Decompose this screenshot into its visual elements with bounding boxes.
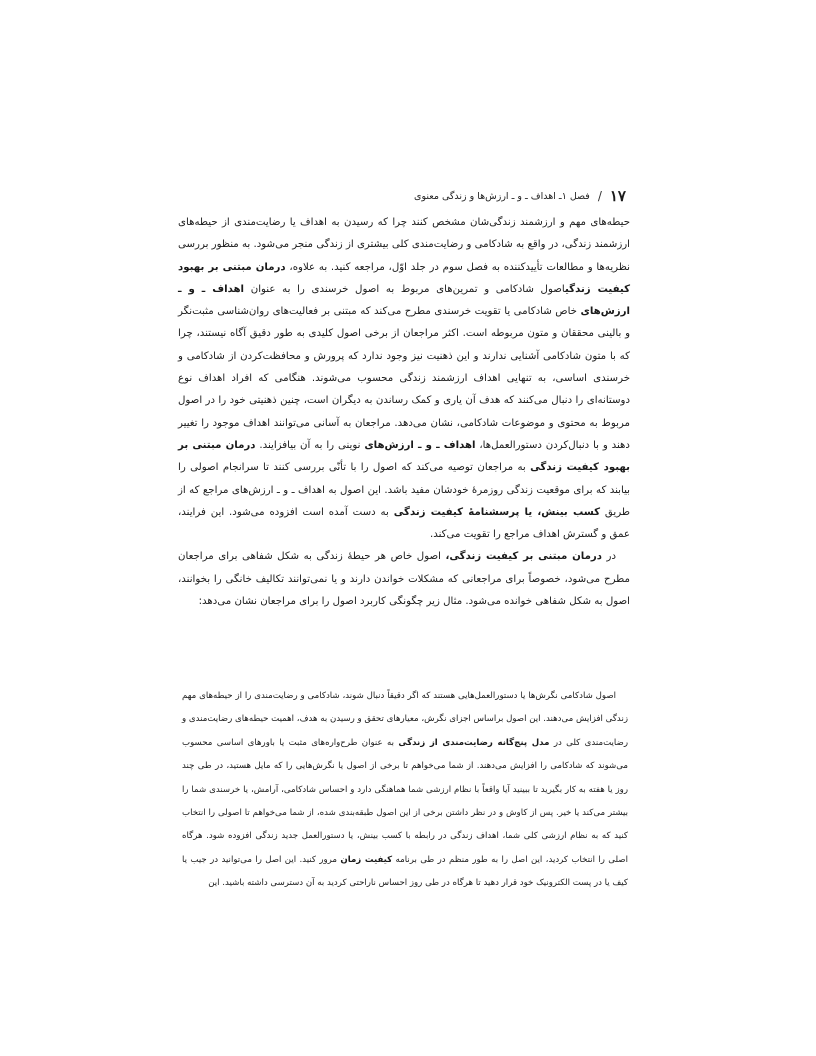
- quote-paragraph: [182, 685, 628, 896]
- header-separator: /: [597, 189, 602, 203]
- emphasis-term: درمان مبتنی بر بهبود کیفیت زندگی: [178, 261, 630, 295]
- emphasis-term: اهداف ـ و ـ ارزش‌های: [178, 283, 631, 318]
- emphasis-term: مدل پنج‌گانه رضایت‌مندی از زندگی: [398, 737, 550, 748]
- emphasis-term: کسب بینش، یا پرسشنامهٔ کیفیت زندگی: [393, 506, 601, 518]
- text-run: به دست آمده است افزوده می‌شود. این فرایند، عمق و گسترش اهداف مراجع را تقویت می‌کند.: [178, 506, 630, 541]
- page-number: ۱۷: [609, 187, 626, 205]
- paragraph-2: [178, 546, 630, 613]
- paragraph-1: [178, 212, 630, 546]
- text-run: حیطه‌های مهم و ارزشمند زندگی‌شان مشخص کنند چرا که رسیدن به اهداف یا رضایت‌مندی از حیطه‌های ارزشمند زندگی، در واقع به شادکامی و رضایت‌مندی کلی بیشتری از زندگی منجر می‌شود. به منظور بررسی نظریه‌ها و مطالعات تأییدکننده به فصل سوم در جلد اوّل، مراجعه کنید. به علاوه،: [178, 217, 630, 273]
- emphasis-term: اهداف ـ و ـ ارزش‌های: [364, 439, 476, 451]
- text-run: خاص شادکامی یا تقویت خرسندی مطرح می‌کند که مبتنی بر فعالیت‌های روان‌شناسی مثبت‌نگر و بالینی محققان و متون مربوطه است. اکثر مراجعان از برخی اصول کلیدی به طور دقیق آگاه نیستند، چرا که با متون شادکامی آشنایی ندارند و این ذهنیت نیز وجود ندارد که پرورش و محافظت‌کردن از شادکامی و خرسندی اساسی، به تنهایی اهداف ارزشمند زندگی محسوب می‌شوند. هنگامی که افراد اهداف نوع دوستانه‌ای را دنبال می‌کنند که هدف آن یاری و کمک رساندن به دیگران است، چنین ذهنیتی خود را در اصول مربوط به محتوی و موضوعات شادکامی، نشان می‌دهد. مراجعان به آسانی می‌توانند اهداف موجود را تغییر دهند و با دنبال‌کردن دستورالعمل‌ها،: [178, 306, 630, 451]
- text-run: اصول شادکامی نگرش‌ها یا دستورالعمل‌هایی هستند که اگر دقیقاً دنبال شوند، شادکامی و رضایت‌مندی را از حیطه‌های مهم زندگی افزایش می‌دهند. این اصول براساس اجزای نگرش، معیارهای تحقق و رسیدن به هدف، اهمیت حیطه‌های رضایت‌مندی و رضایت‌مندی کلی در: [182, 691, 628, 748]
- text-run: در: [606, 551, 616, 563]
- quoted-passage: [182, 685, 628, 896]
- main-text: [178, 212, 630, 613]
- text-run: اصول شادکامی و تمرین‌های مربوط به اصول خرسندی را به عنوان: [250, 283, 565, 295]
- text-run: نوینی را به آن بیافزایند.: [259, 439, 361, 451]
- emphasis-term: درمان مبتنی بر بهبود کیفیت زندگی: [178, 439, 630, 474]
- chapter-title: فصل ۱ـ اهداف ـ و ـ ارزش‌ها و زندگی معنوی: [414, 190, 590, 202]
- emphasis-term: کیفیت زمان: [340, 854, 393, 865]
- text-run: به مراجعان توصیه می‌کند که اصول را با تأنّی بررسی کنند تا سرانجام اصولی را بیابند که برای موقعیت زندگی روزمرهٔ خودشان مفید باشد. این اصول به اهداف ـ و ـ ارزش‌های مراجع که از طریق: [178, 462, 630, 518]
- text-run: مرور کنید. این اصل را می‌توانید در جیب یا کیف یا در پست الکترونیک خود قرار دهید تا هرگاه در طی روز احساس ناراحتی کردید به آن دسترسی داشته باشید. این: [182, 854, 628, 889]
- text-run: به عنوان طرح‌واره‌های مثبت یا باورهای اساسی محسوب می‌شوند که شادکامی را افزایش می‌دهند. از شما می‌خواهم تا برخی از اصول یا نگرش‌هایی را که مایل هستید، در طی چند روز یا هفته به کار بگیرید تا ببینید آیا واقعاً با نظام ارزشی شما هماهنگی دارد و احساس شادکامی، آرامش، یا خرسندی شما را بیشتر می‌کند یا خیر. پس از کاوش و در نظر داشتن برخی از این اصول طبقه‌بندی شده، از شما می‌خواهم تا اصولی را انتخاب کنید که به نظام ارزشی کلی شما، اهداف زندگی در رابطه با کسب بینش، یا دستورالعمل جدید زندگی افزوده شود. هرگاه اصلی را انتخاب کردید، این اصل را به طور منظم در طی برنامه: [182, 737, 628, 865]
- running-header: [196, 186, 626, 206]
- text-run: اصول خاص هر حیطهٔ زندگی به شکل شفاهی برای مراجعان مطرح می‌شود، خصوصاً برای مراجعانی که مشکلات خواندن دارند و یا نمی‌توانند تکالیف خانگی را بخوانند، اصول به شکل شفاهی خوانده می‌شود. مثال زیر چگونگی کاربرد اصول را برای مراجعان نشان می‌دهد:: [178, 551, 630, 608]
- emphasis-term: درمان مبتنی بر کیفیت زندگی،: [445, 551, 602, 563]
